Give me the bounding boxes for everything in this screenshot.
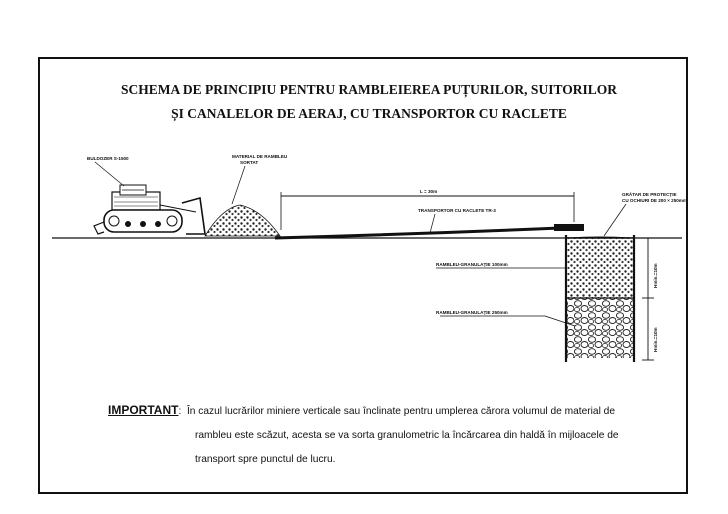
note-line-2: rambleu este scăzut, acesta se va sorta granulometric la încărcarea din haldă în mijloacele de — [195, 430, 619, 441]
bulldozer-icon — [94, 185, 205, 234]
title-line-1: SCHEMA DE PRINCIPIU PENTRU RAMBLEIEREA PUȚURILOR, SUITORILOR — [121, 82, 617, 97]
label-bulldozer: BULDOZER S-1500 — [87, 156, 129, 161]
note-line-1: În cazul lucrărilor miniere verticale sau înclinate pentru umplerea cărora volumul de material de — [186, 406, 616, 417]
note-heading: IMPORTANT — [108, 403, 179, 417]
label-grate-1: GRĂTAR DE PROTECȚIE — [622, 192, 677, 197]
title-line-2: ȘI CANALELOR DE AERAJ, CU TRANSPORTOR CU RACLETE — [171, 106, 567, 121]
note-line-3: transport spre punctul de lucru. — [195, 454, 336, 465]
important-note: IMPORTANT: În cazul lucrărilor miniere verticale sau înclinate pentru umplerea cărora volumul de material de rambleu este scăzut, acesta se va sorta granulometric la încărcarea din haldă în mijloacele de transport spre punctul de lucru. — [108, 398, 668, 472]
label-depth-lower: Hmin.=10m — [653, 327, 658, 352]
label-length: L = 30m — [420, 189, 438, 194]
label-material-1: MATERIAL DE RAMBLEU — [232, 154, 288, 159]
shaft — [566, 235, 634, 362]
label-conveyor: TRANSPORTOR CU RACLETE TR-3 — [418, 208, 496, 213]
label-depth-upper: Hmin.=10m — [653, 263, 658, 288]
label-fill-small: RAMBLEU-GRANULAȚIE 100mm — [436, 262, 508, 267]
material-pile — [205, 205, 280, 236]
conveyor-belt — [275, 224, 584, 238]
label-grate-2: CU OCHIURI DE 200 × 250mm — [622, 198, 687, 203]
label-fill-large: RAMBLEU-GRANULAȚIE 250mm — [436, 310, 508, 315]
label-material-2: SORTAT — [240, 160, 259, 165]
